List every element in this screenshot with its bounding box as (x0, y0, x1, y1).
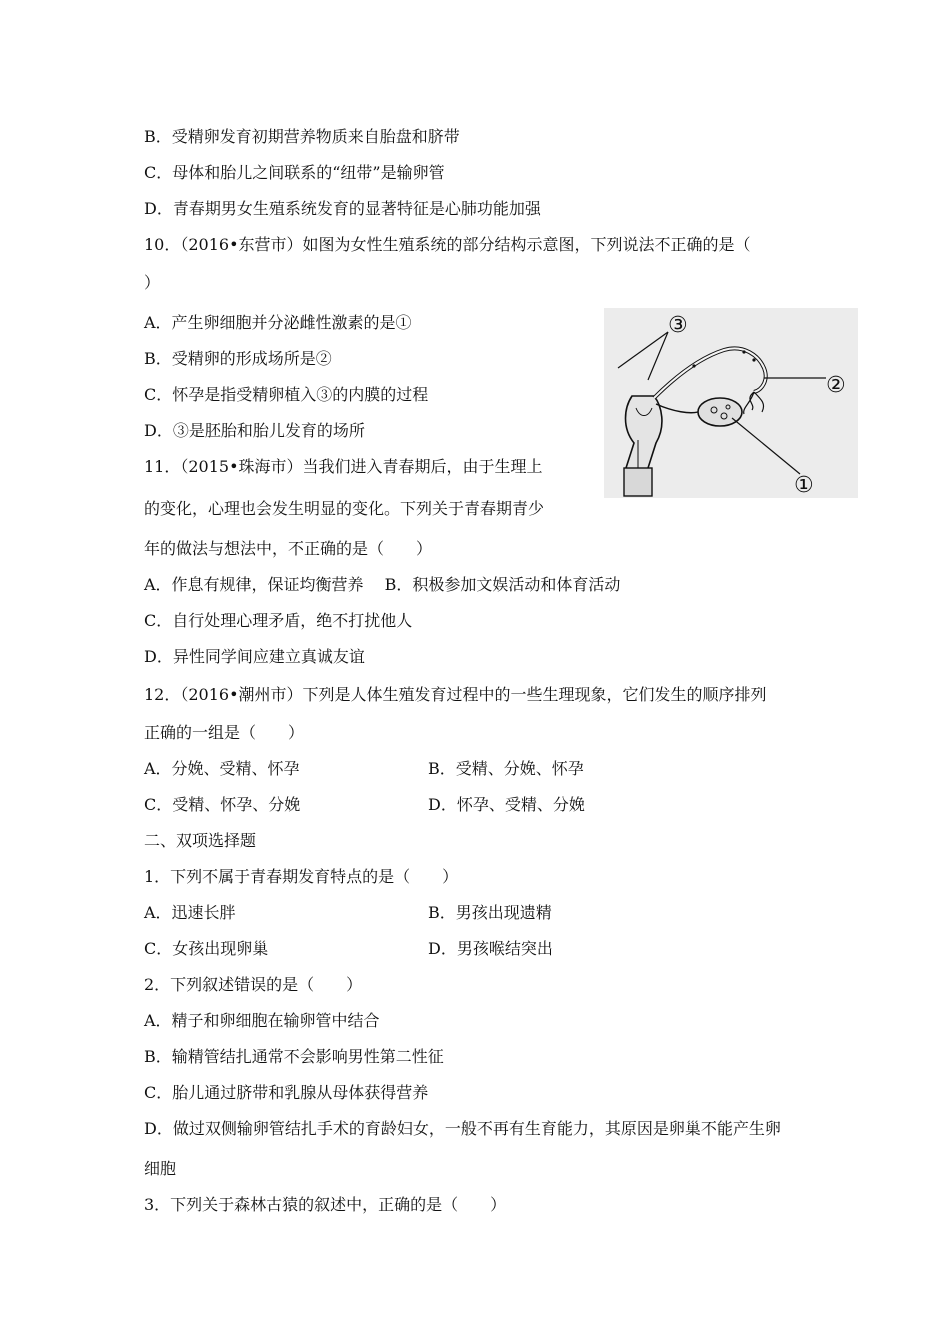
option-dq2-c: C．胎儿通过脐带和乳腺从母体获得营养 (144, 1083, 429, 1102)
option-dq2-a: A．精子和卵细胞在输卵管中结合 (144, 1011, 380, 1030)
option-11d: D．异性同学间应建立真诚友谊 (144, 647, 365, 666)
options-12cd (144, 794, 794, 816)
diagram-svg (604, 308, 858, 498)
question-10-stem-end: ） (144, 273, 161, 292)
option-9b: B．受精卵发育初期营养物质来自胎盘和脐带 (144, 127, 460, 146)
option-10c: C．怀孕是指受精卵植入③的内膜的过程 (144, 385, 429, 404)
option-10b: B．受精卵的形成场所是② (144, 349, 332, 368)
option-dq1-a: A．迅速长胖 (144, 903, 236, 922)
options-12ab (144, 758, 794, 780)
option-dq2-d: D．做过双侧输卵管结扎手术的育龄妇女，一般不再有生育能力，其原因是卵巢不能产生卵 (144, 1119, 781, 1138)
option-dq1-c: C．女孩出现卵巢 (144, 939, 269, 958)
option-dq1-b: B．男孩出现遗精 (428, 903, 552, 922)
option-dq2-d-cont: 细胞 (144, 1159, 177, 1178)
option-12b: B．受精、分娩、怀孕 (428, 759, 584, 778)
label-1: ① (794, 473, 814, 498)
question-11-stem-1: 11．（2015•珠海市）当我们进入青春期后，由于生理上 (144, 457, 543, 476)
dq-1-stem: 1．下列不属于青春期发育特点的是（ ） (144, 867, 459, 886)
dq-2-stem: 2．下列叙述错误的是（ ） (144, 975, 363, 994)
label-3: ③ (668, 313, 688, 338)
label-2: ② (826, 373, 846, 398)
ovary-shape (698, 398, 742, 426)
question-11-stem-2: 的变化，心理也会发生明显的变化。下列关于青春期青少 (144, 499, 545, 518)
question-12-stem-1: 12．（2016•潮州市）下列是人体生殖发育过程中的一些生理现象，它们发生的顺序排列 (144, 685, 767, 704)
option-10a: A．产生卵细胞并分泌雌性激素的是① (144, 313, 412, 332)
options-dq1-ab (144, 902, 794, 924)
options-dq1-cd (144, 938, 794, 960)
vagina-shape (624, 468, 652, 496)
option-12c: C．受精、怀孕、分娩 (144, 795, 301, 814)
female-reproductive-diagram (604, 308, 858, 498)
option-9d: D．青春期男女生殖系统发育的显著特征是心肺功能加强 (144, 199, 541, 218)
option-dq1-d: D．男孩喉结突出 (428, 939, 553, 958)
section-heading: 二、双项选择题 (144, 831, 257, 850)
dq-3-stem: 3．下列关于森林古猿的叙述中，正确的是（ ） (144, 1195, 507, 1214)
question-12-stem-2: 正确的一组是（ ） (144, 723, 305, 742)
option-dq2-b: B．输精管结扎通常不会影响男性第二性征 (144, 1047, 444, 1066)
option-12a: A．分娩、受精、怀孕 (144, 759, 300, 778)
tube-dot (692, 364, 695, 367)
option-9c: C．母体和胎儿之间联系的“纽带”是输卵管 (144, 163, 445, 182)
question-11-stem-3: 年的做法与想法中，不正确的是（ ） (144, 539, 433, 558)
tube-dot (742, 350, 745, 353)
option-11ab: A．作息有规律，保证均衡营养 B．积极参加文娱活动和体育活动 (144, 575, 621, 594)
option-10d: D．③是胚胎和胎儿发育的场所 (144, 421, 365, 440)
option-11c: C．自行处理心理矛盾，绝不打扰他人 (144, 611, 413, 630)
question-10-stem: 10．（2016•东营市）如图为女性生殖系统的部分结构示意图，下列说法不正确的是（ (144, 235, 751, 254)
option-12d: D．怀孕、受精、分娩 (428, 795, 585, 814)
tube-dot (752, 358, 755, 361)
